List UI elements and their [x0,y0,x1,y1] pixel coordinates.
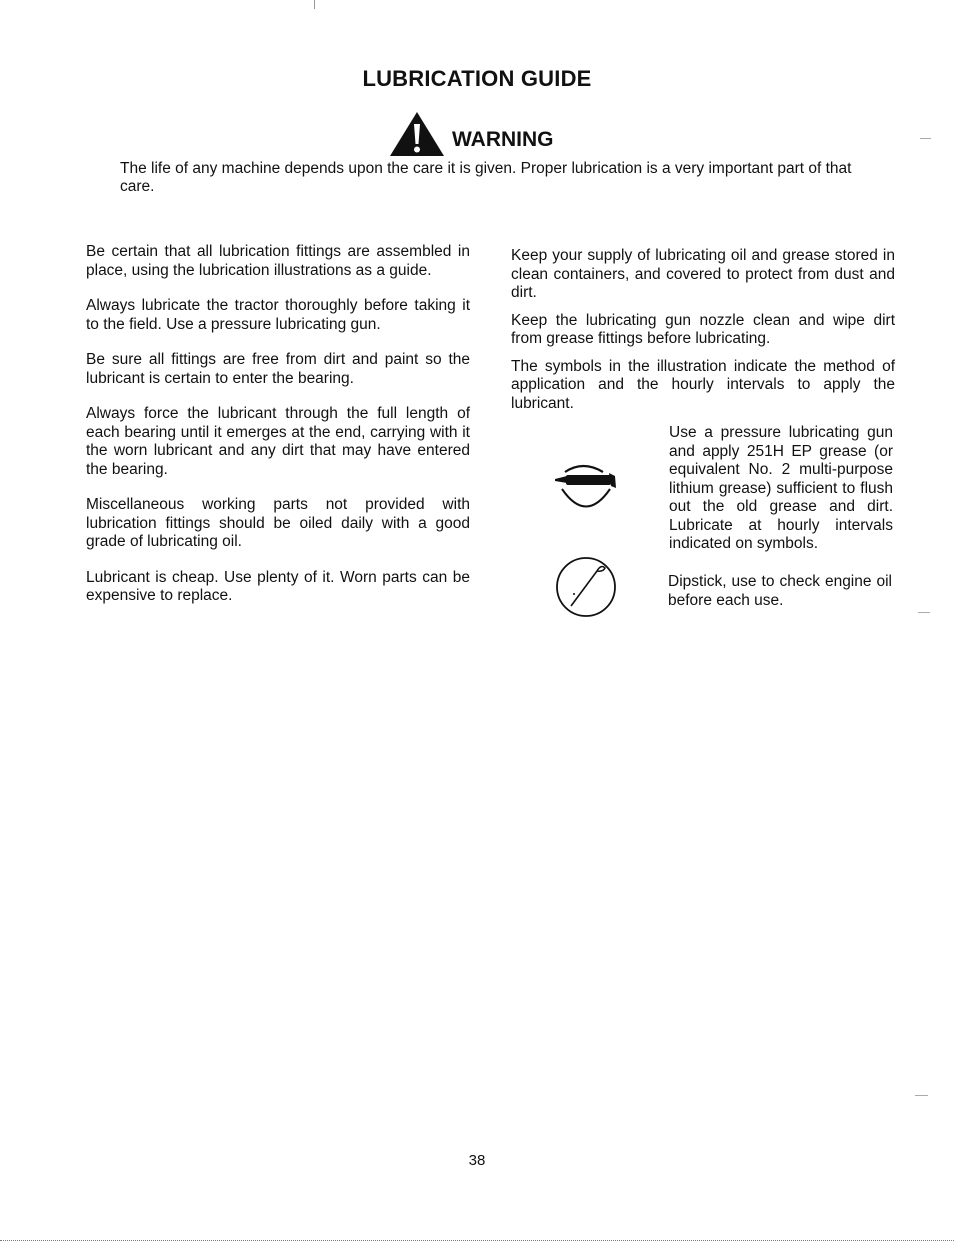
scan-mark [918,612,930,613]
scan-mark [920,138,931,139]
intro-paragraph: The life of any machine depends upon the care it is given. Proper lubrication is a very important part of that care. [120,160,852,195]
paragraph: Lubricant is cheap. Use plenty of it. Worn parts can be expensive to replace. [86,568,470,604]
paragraph: Always force the lubricant through the full length of each bearing until it emerges at the end, carrying with it the worn lubricant and any dirt that may have entered the bearing. [86,405,470,478]
paragraph: The symbols in the illustration indicate the method of application and the hourly intervals to apply the lubricant. [511,357,895,412]
warning-header [388,108,554,158]
paragraph: Be certain that all lubrication fittings are assembled in place, using the lubrication illustrations as a guide. [86,243,470,279]
page-title: LUBRICATION GUIDE [362,66,592,91]
paragraph: Keep the lubricating gun nozzle clean and wipe dirt from grease fittings before lubricating. [511,311,895,347]
warning-label: WARNING [452,128,554,151]
bottom-rule [0,1240,954,1241]
warning-triangle-icon [388,110,446,158]
scan-mark [314,0,315,9]
left-column [86,243,470,623]
grease-gun-icon [553,462,619,518]
scan-mark [915,1095,928,1096]
grease-gun-description: Use a pressure lubricating gun and apply 251H EP grease (or equivalent No. 2 multi-purpose lithium grease) sufficient to flush out the old grease and dirt. Lubricate at hourly intervals indicated on symbols. [669,424,893,552]
page-number: 38 [468,1152,486,1169]
paragraph: Keep your supply of lubricating oil and grease stored in clean containers, and covered to protect from dust and dirt. [511,247,895,301]
dipstick-icon [555,556,617,618]
paragraph: Always lubricate the tractor thoroughly before taking it to the field. Use a pressure lubricating gun. [86,297,470,333]
dipstick-description: Dipstick, use to check engine oil before each use. [668,573,892,609]
paragraph: Be sure all fittings are free from dirt and paint so the lubricant is certain to enter the bearing. [86,351,470,387]
paragraph: Miscellaneous working parts not provided with lubrication fittings should be oiled daily with a good grade of lubricating oil. [86,496,470,550]
right-column [511,247,895,422]
